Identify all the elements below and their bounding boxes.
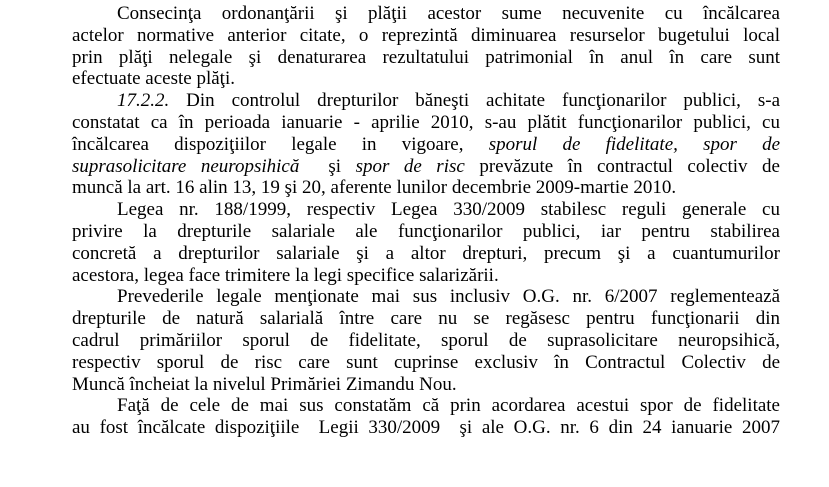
text-line: actelor normative anterior citate, o reprezintă diminuarea resurselor bugetului local (72, 24, 780, 46)
text-fragment: Din controlul drepturilor băneşti achitate funcţionarilor publici, s-a (169, 90, 780, 112)
paragraph-5 (72, 395, 780, 439)
text-line: Faţă de cele de mai sus constatăm că prin acordarea acestui spor de fidelitate (117, 395, 780, 417)
text-line: constatat ca în perioada ianuarie - aprilie 2010, s-au plătit funcţionarilor publici, cu (72, 111, 780, 133)
paragraph-3 (72, 199, 780, 286)
italic-term: suprasolicitare neuropsihică (72, 155, 300, 177)
italic-term: sporul de fidelitate, spor de (488, 133, 781, 155)
text-line: muncă la art. 16 alin 13, 19 şi 20, aferente lunilor decembrie 2009-martie 2010. (72, 177, 677, 199)
text-line: concretă a drepturilor salariale şi a altor drepturi, precum şi a cuantumurilor (72, 242, 780, 264)
text-line: Muncă încheiat la nivelul Primăriei Zimandu Nou. (72, 373, 457, 395)
paragraph-2 (72, 90, 780, 199)
text-fragment: prevăzute în contractul colectiv de (464, 155, 780, 177)
text-line: au fost încălcate dispoziţiile Legii 330/2009 şi ale O.G. nr. 6 din 24 ianuarie 2007 (72, 417, 780, 439)
italic-term: spor de risc (355, 155, 465, 177)
text-line: drepturile de natură salarială între care nu se regăsesc pentru funcţionarii din (72, 308, 780, 330)
text-line: Consecinţa ordonanţării şi plăţii acestor sume necuvenite cu încălcarea (117, 3, 780, 24)
text-fragment: şi (299, 155, 356, 177)
text-line: efectuate aceste plăţi. (72, 68, 235, 90)
text-fragment: încălcarea dispoziţiilor legale in vigoare, (72, 133, 489, 155)
text-line (72, 134, 780, 156)
paragraph-1 (72, 3, 780, 90)
text-line: Legea nr. 188/1999, respectiv Legea 330/2009 stabilesc reguli generale cu (117, 199, 780, 221)
text-line: acestora, legea face trimitere la legi specifice salarizării. (72, 264, 499, 286)
text-line: respectiv sporul de risc care sunt cuprinse exclusiv în Contractul Colectiv de (72, 351, 780, 373)
paragraph-4 (72, 286, 780, 395)
text-line (72, 90, 780, 112)
text-line (72, 156, 780, 178)
text-line: Prevederile legale menţionate mai sus inclusiv O.G. nr. 6/2007 reglementează (117, 286, 780, 308)
document-page (72, 3, 780, 439)
text-line: privire la drepturile salariale ale funcţionarilor publici, iar pentru stabilirea (72, 220, 780, 242)
text-line: cadrul primăriilor sporul de fidelitate, sporul de suprasolicitare neuropsihică, (72, 329, 780, 351)
section-number: 17.2.2. (117, 90, 170, 112)
text-line: prin plăţi nelegale şi denaturarea rezultatului patrimonial în anul în care sunt (72, 46, 780, 68)
